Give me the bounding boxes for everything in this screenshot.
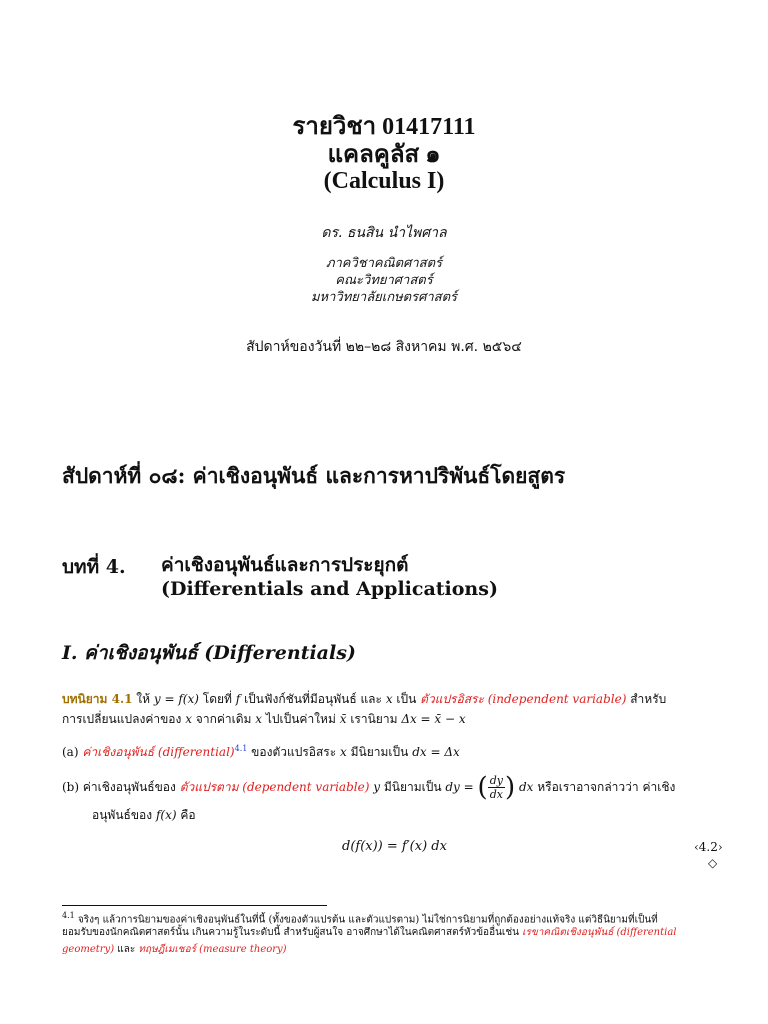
chapter-number: บทที่ 4.: [62, 556, 126, 578]
definition-text: โดยที่: [202, 692, 232, 706]
math-symbol: f(x): [155, 808, 177, 822]
fraction-denominator: dx: [489, 788, 503, 801]
footnote-line-2: [62, 924, 724, 941]
footnote-text: ยอมรับของนักคณิตศาสตร์นั้น เกินความรู้ในระดับนี้ สำหรับผู้สนใจ อาจศึกษาได้ในคณิตศาสตร์หัวข้ออื่นเช่น: [62, 927, 519, 938]
fraction-numerator: dy: [489, 774, 503, 787]
definition-text: เรานิยาม: [350, 712, 398, 726]
footnote-line-3: [62, 941, 724, 958]
course-name-thai: แคลคูลัส ๑: [327, 142, 441, 168]
course-code: รายวิชา 01417111: [292, 114, 476, 140]
item-b-line-2: [92, 804, 692, 826]
item-text: มีนิยามเป็น: [383, 780, 442, 794]
course-name-english: (Calculus I): [323, 168, 445, 194]
definition-label: บทนิยาม 4.1: [62, 692, 133, 706]
footnote-text: จริงๆ แล้วการนิยามของค่าเชิงอนุพันธ์ในที่นี้ (ทั้งของตัวแปรต้น และตัวแปรตาม) ไม่ใช่การนิยามที่ถูกต้องอย่างแท้จริง แต่วิธีนิยามที่เป็นที่: [77, 914, 658, 926]
derivative-fraction: [488, 774, 505, 801]
math-symbol: dx: [518, 780, 534, 794]
item-marker: (b): [62, 780, 80, 794]
end-of-definition-mark: ◇: [708, 856, 718, 870]
department: ภาควิชาคณิตศาสตร์: [325, 256, 443, 271]
keyword-independent-variable: ตัวแปรอิสระ (independent variable): [420, 692, 627, 706]
chapter-title-english: (Differentials and Applications): [161, 578, 498, 600]
left-paren: (: [477, 772, 488, 803]
definition-equation: y = f(x): [153, 692, 199, 706]
keyword-differential-geometry: เรขาคณิตเชิงอนุพันธ์ (differential: [522, 927, 677, 938]
definition-text: สำหรับ: [630, 692, 667, 706]
definition-line-2: [62, 708, 722, 730]
item-marker: (a): [62, 745, 79, 759]
math-symbol: x: [340, 745, 347, 759]
keyword-differential: ค่าเชิงอนุพันธ์ (differential): [82, 745, 235, 759]
delta-equation: Δx = x̄ − x: [401, 712, 466, 726]
equation-number: ‹4.2›: [694, 840, 723, 854]
item-text: ของตัวแปรอิสระ: [251, 745, 337, 759]
dy-equation: dy =: [445, 780, 474, 794]
math-symbol: x̄: [339, 712, 347, 726]
definition-line-1: [62, 688, 722, 710]
keyword-dependent-variable: ตัวแปรตาม (dependent variable): [179, 780, 370, 794]
right-paren: ): [504, 772, 516, 803]
footnote-reference[interactable]: 4.1: [234, 744, 248, 753]
display-equation: d(f(x)) = f′(x) dx: [342, 839, 447, 854]
definition-text: จากค่าเดิม: [195, 712, 252, 726]
section-heading: I. ค่าเชิงอนุพันธ์ (Differentials): [62, 642, 356, 664]
definition-text: การเปลี่ยนแปลงค่าของ: [62, 712, 182, 726]
faculty: คณะวิทยาศาสตร์: [335, 273, 433, 288]
chapter-title-thai: ค่าเชิงอนุพันธ์และการประยุกต์: [161, 554, 409, 576]
definition-text: ให้: [136, 692, 151, 706]
math-symbol: x: [385, 692, 393, 706]
item-text: ค่าเชิงอนุพันธ์ของ: [82, 780, 176, 794]
math-symbol: f: [235, 692, 241, 706]
item-text: อนุพันธ์ของ: [92, 808, 153, 822]
university: มหาวิทยาลัยเกษตรศาสตร์: [310, 290, 458, 305]
author-name: ดร. ธนสิน นำไพศาล: [321, 225, 447, 241]
item-b-line-1: [62, 772, 722, 803]
math-symbol: y: [373, 780, 380, 794]
differential-equation: dx = Δx: [412, 745, 460, 759]
definition-text: ไปเป็นค่าใหม่: [265, 712, 336, 726]
week-heading: สัปดาห์ที่ ๐๘: ค่าเชิงอนุพันธ์ และการหาปริพันธ์โดยสูตร: [62, 463, 566, 488]
item-a: [62, 738, 722, 763]
footnote-mark: 4.1: [62, 911, 75, 920]
keyword-differential-geometry: geometry): [62, 944, 115, 955]
math-symbol: x: [255, 712, 263, 726]
item-text: คือ: [180, 808, 196, 822]
week-dates: สัปดาห์ของวันที่ ๒๒–๒๘ สิงหาคม พ.ศ. ๒๕๖๔: [246, 339, 522, 355]
definition-text: เป็น: [396, 692, 417, 706]
item-text: มีนิยามเป็น: [350, 745, 409, 759]
footnote-text: และ: [117, 944, 136, 955]
footnote-rule: [62, 905, 327, 906]
math-symbol: x: [185, 712, 192, 726]
definition-text: เป็นฟังก์ชันที่มีอนุพันธ์ และ: [244, 692, 382, 706]
keyword-measure-theory: ทฤษฎีเมเชอร์ (measure theory): [138, 944, 287, 955]
item-text: หรือเราอาจกล่าวว่า ค่าเชิง: [537, 780, 676, 794]
